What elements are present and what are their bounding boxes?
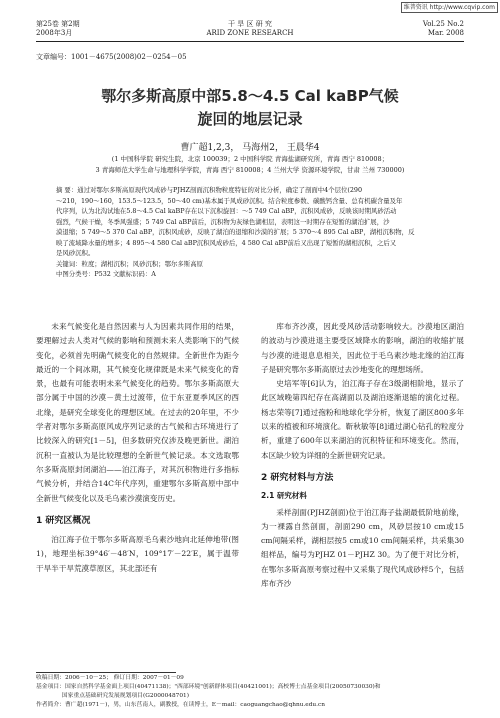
journal-name-en: ARID ZONE RESEARCH — [206, 29, 294, 37]
abstract-line: 映了流域降水量的增多；4 895～4 580 Cal aBP沉积风成砂后，4 580 Cal aBP前后又出现了短暂的湖相沉积，之后又 — [56, 238, 397, 247]
journal-date: 2008年3月 — [36, 29, 73, 37]
right-paragraph-2: 史培军等[6]认为，泊江海子存在3级湖相阶地，显示了此区域晚第四纪存在高湖面以及湖泊逐渐退缩的演化过程。杨志荣等[7]通过孢粉和地球化学分析，恢复了湖区800多年以来的植被和环境演化。靳秋敏等[8]通过湖心钻孔的粒度分析，重建了600年以来湖泊的沉积特征和环境变化。然而，本区缺少较为详细的全新世研究记录。 — [261, 379, 464, 460]
abstract-line: 代序列，认为北沟试地在5.8～4.5 Cal kaBP存在以下沉积旋回：～5 749 Cal aBP，沉积风成砂，反映该时期风砂活动 — [56, 207, 397, 215]
section-1-heading: 1 研究区概况 — [36, 515, 91, 526]
fund-line1: 基金项目：国家自然科学基金面上项目(40471138)；"西部环境"创新群体项目(40421001)；高校博士点基金项目(20050730030)和 — [36, 684, 381, 690]
section-2-1-heading: 2.1 研究材料 — [261, 491, 307, 501]
abstract-line: 摘 要：通过对鄂尔多斯高原现代风成砂与PJHZ剖面沉积物粒度特征的对比分析，确定了剖面中4个层位(290 — [56, 186, 363, 194]
abstract-line: 强烈，气候干燥，冬季风强盛；5 749 Cal aBP前后，沉积物为灰绿色湖相层，表明这一时期存在短暂的湖泊扩展，沙 — [56, 217, 390, 226]
paper-title-line1: 鄂尔多斯高原中部5.8～4.5 Cal kaBP气候 — [101, 87, 399, 105]
section-2-heading: 2 研究材料与方法 — [261, 472, 334, 483]
intro-paragraph: 未来气候变化是自然因素与人为因素共同作用的结果，要理解过去人类对气候的影响和预测未来人类影响下的气候变化，必须首先明确气候变化的自然规律。全新世作为距今最近的一个间冰期，其气候变化规律既是未来气候变化的背景，也最有可能表明未来气候变化的趋势。鄂尔多斯高原大部分属于中国的沙漠－黄土过渡带，位于东亚夏季风区的西北缘，是研究全球变化的理想区域。在过去的20年里，不少学者对鄂尔多斯高原风成序列记录的古气候和古环境进行了比较深入的研究[1－5]，但多数研究仅涉及晚更新世。湖泊沉积一直被认为是比较理想的全新世气候记录。本文选取鄂尔多斯高原封闭湖泊——泊江海子，对其沉积物进行多指标气候分析，并结合14C年代序列，重建鄂尔多斯高原中部中全新世气候变化以及毛乌素沙漠演变历史。 — [36, 322, 239, 503]
authors: 曹广超1,2,3， 马海州2， 王晨华4 — [180, 143, 320, 153]
journal-name-cn: 干 旱 区 研 究 — [228, 20, 272, 28]
affiliation-line1: (1 中国科学院 研究生院，北京 100039；2 中国科学院 青海盐湖研究所，青海 西宁 810008； — [111, 155, 389, 163]
right-column — [261, 320, 464, 591]
left-column — [36, 320, 239, 576]
volume-en: Vol.25 No.2 — [422, 20, 464, 28]
journal-volume: 第25卷 第2期 — [36, 20, 80, 28]
abstract-line: 是风砂沉积。 — [56, 249, 95, 257]
section-2-1-paragraph: 采样剖面(PJHZ剖面)位于泊江海子盐湖最低阶地前缘，为一裸露自然剖面，剖面290 cm，风砂层按10 cm或15 cm间隔采样，湖相层按5 cm或10 cm间隔采样，共采集30组样品，编号为PJHZ 01－PJHZ 30。为了便于对比分析，在鄂尔多斯高原考察过程中又采集了现代风成砂样5个，包括库布齐沙 — [261, 507, 464, 589]
journal-volume-en — [423, 20, 464, 38]
abstract — [56, 185, 444, 280]
fund-line2: 国家重点基础研究发展规划项目(G2000048701) — [36, 693, 189, 699]
affiliation-line2: 3 青海师范大学生命与地理科学学院，青海 西宁 810008；4 兰州大学 资源环境学院，甘肃 兰州 730000) — [95, 166, 405, 174]
abstract-line: 漠退缩；5 749～5 370 Cal aBP，沉积风成砂，反映了湖泊的退缩和沙漠的扩展；5 370～4 895 Cal aBP，湖相沉积物，反 — [56, 228, 415, 236]
footnotes — [36, 674, 466, 710]
right-paragraph-1: 库布齐沙漠，因此受风砂活动影响较大。沙漠地区湖泊的波动与沙漠进退主要受区域降水的影响，湖泊的收缩扩展与沙漠的进退息息相关，因此位于毛乌素沙地北缘的泊江海子是研究鄂尔多斯高原过去沙地变化的理想场所。 — [261, 322, 464, 374]
keywords: 关键词：粒度；湖相沉积；风砂沉积；鄂尔多斯高原 — [56, 259, 203, 268]
abstract-line: ～210，190～160，153.5～123.5，50～40 cm)基本属于风成砂沉积。结合粒度参数、碳酸钙含量、总有机碳含量及年 — [56, 196, 403, 205]
article-number: 文章编号：1001－4675(2008)02－0254－05 — [36, 53, 187, 61]
classification: 中图分类号：P532 文献标识码：A — [56, 270, 156, 278]
footnote-rule — [36, 672, 176, 673]
received-date: 收稿日期：2006－10－25； 修订日期：2007－01－09 — [36, 675, 184, 681]
paper-title-line2: 旋回的地层记录 — [197, 110, 303, 128]
date-en: Mar. 2008 — [427, 29, 464, 37]
header-rule — [36, 41, 464, 42]
author-bio: 作者简介：曹广超(1971－)，男，山东莒南人，副教授，在读博士，E－mail：caoguangchao@qhnu.edu.cn — [36, 702, 325, 708]
section-1-paragraph: 泊江海子位于鄂尔多斯高原毛乌素沙地向北延伸地带(图1)，地理坐标39°46′－48′N，109°17′－22′E，属于温带干旱半干旱荒漠草原区，其北部还有 — [36, 535, 239, 573]
watermark: 维普资讯 http://www.cqvip.com — [401, 2, 498, 13]
